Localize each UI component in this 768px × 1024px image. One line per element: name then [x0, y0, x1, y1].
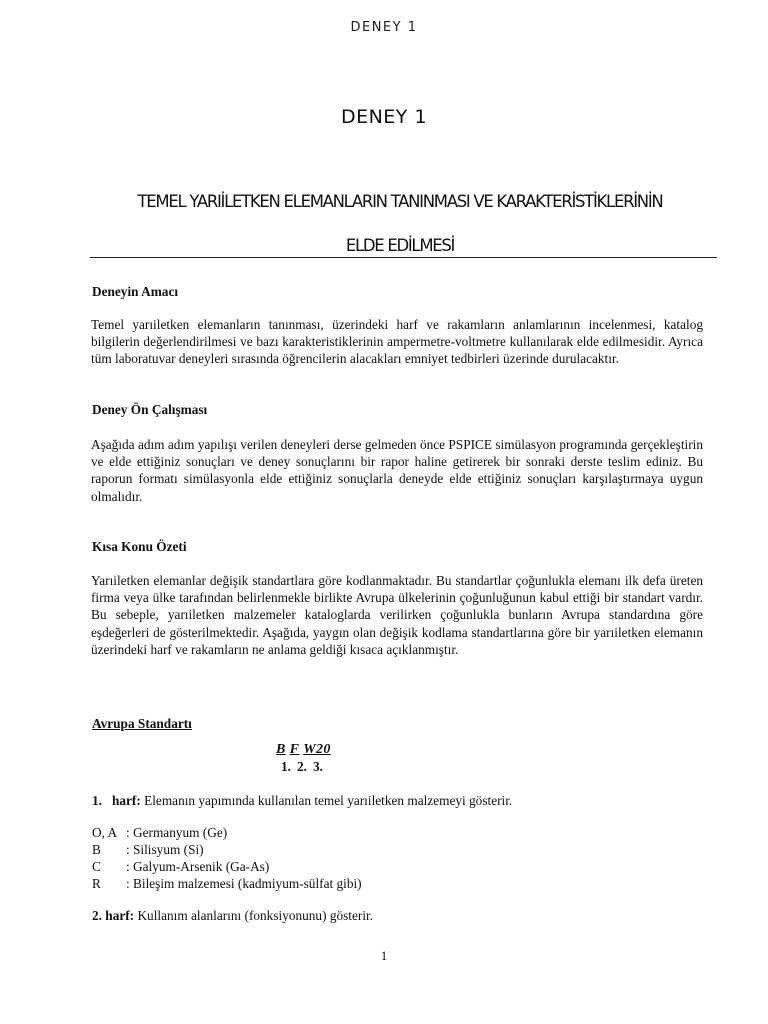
paragraph-amac: Temel yarıiletken elemanların tanınması, üzerindeki harf ve rakamların anlamlarının incelenmesi, katalog bilgilerin değerlendirilmesi ve bazı karakteristiklerinin ampermetre-voltmetre kullanılarak elde edilmesidir. Ayrıca tüm laboratuvar deneyleri sırasında öğrencilerin alacakları emniyet tedbirleri üzerinde durulacaktır.: [91, 317, 703, 367]
material-row: [92, 841, 362, 858]
section-heading-avrupa: Avrupa Standartı: [92, 716, 192, 731]
document-title: DENEY 1: [340, 106, 428, 128]
document-subtitle: [100, 180, 700, 268]
title-divider: [90, 257, 717, 258]
section-heading-ozet: Kısa Konu Özeti: [92, 539, 187, 554]
material-row: [92, 858, 362, 875]
code-example: [276, 742, 335, 758]
harf1-text: Elemanın yapımında kullanılan temel yarıiletken malzemeyi gösterir.: [144, 793, 513, 808]
material-desc: : Bileşim malzemesi (kadmiyum-sülfat gibi): [126, 876, 362, 891]
section-heading-amac: Deneyin Amacı: [92, 284, 179, 299]
code-index-3: 3.: [312, 759, 323, 774]
running-header: DENEY 1: [350, 20, 418, 35]
material-desc: : Silisyum (Si): [126, 842, 204, 857]
material-desc: : Germanyum (Ge): [126, 825, 228, 840]
code-index-labels: [281, 759, 329, 775]
code-index-2: 2.: [296, 759, 307, 774]
material-row: [92, 824, 362, 841]
material-desc: : Galyum-Arsenik (Ga-As): [126, 859, 270, 874]
code-part-3: W20: [303, 742, 331, 757]
harf1-number: 1.: [92, 793, 102, 808]
material-key: C: [92, 859, 101, 874]
code-part-2: F: [289, 742, 300, 757]
section-heading-on-calisma: Deney Ön Çalışması: [92, 402, 208, 417]
material-key: R: [92, 876, 101, 891]
paragraph-on-calisma: Aşağıda adım adım yapılışı verilen deneyleri derse gelmeden önce PSPICE simülasyon programında gerçekleştirin ve elde ettiğiniz sonuçları ve deney sonuçlarını bir rapor haline getirerek bir sonraki derste teslim ediniz. Bu raporun formatı simülasyonla elde ettiğiniz sonuçlarla deneyde elde ettiğiniz sonuçları karşılaştırmaya uygun olmalıdır.: [91, 437, 703, 504]
material-key: O, A: [92, 825, 118, 840]
paragraph-ozet: Yarıiletken elemanlar değişik standartlara göre kodlanmaktadır. Bu standartlar çoğunlukla elemanı ilk defa üreten firma veya ülke tarafından belirlenmekle birlikte Avrupa ülkelerinin çoğunluğunun kabul ettiği bir standart vardır. Bu sebeple, yarıiletken malzemeler kataloglarda verilirken çoğunlukla bunların Avrupa standardına göre eşdeğerleri de gösterilmektedir. Aşağıda, yaygın olan değişik kodlama standartlarına göre bir yarıiletken elemanın üzerindeki harf ve rakamların ne anlama geldiği kısaca açıklanmıştır.: [91, 573, 703, 657]
material-row: [92, 875, 362, 892]
harf2-line: [92, 907, 373, 924]
subtitle-line-2: ELDE EDİLMESİ: [345, 236, 455, 255]
harf2-label: 2. harf:: [92, 908, 135, 923]
subtitle-line-1: TEMEL YARIİLETKEN ELEMANLARIN TANINMASI VE KARAKTERİSTİKLERİNİN: [137, 192, 663, 211]
code-part-1: B: [276, 742, 286, 757]
harf1-label: harf:: [111, 793, 141, 808]
harf1-line: [92, 792, 512, 809]
material-key: B: [92, 842, 101, 857]
harf2-text: Kullanım alanlarını (fonksiyonunu) gösterir.: [137, 908, 374, 923]
material-list: [92, 824, 362, 892]
page-number: 1: [380, 948, 388, 963]
code-index-1: 1.: [281, 759, 291, 774]
